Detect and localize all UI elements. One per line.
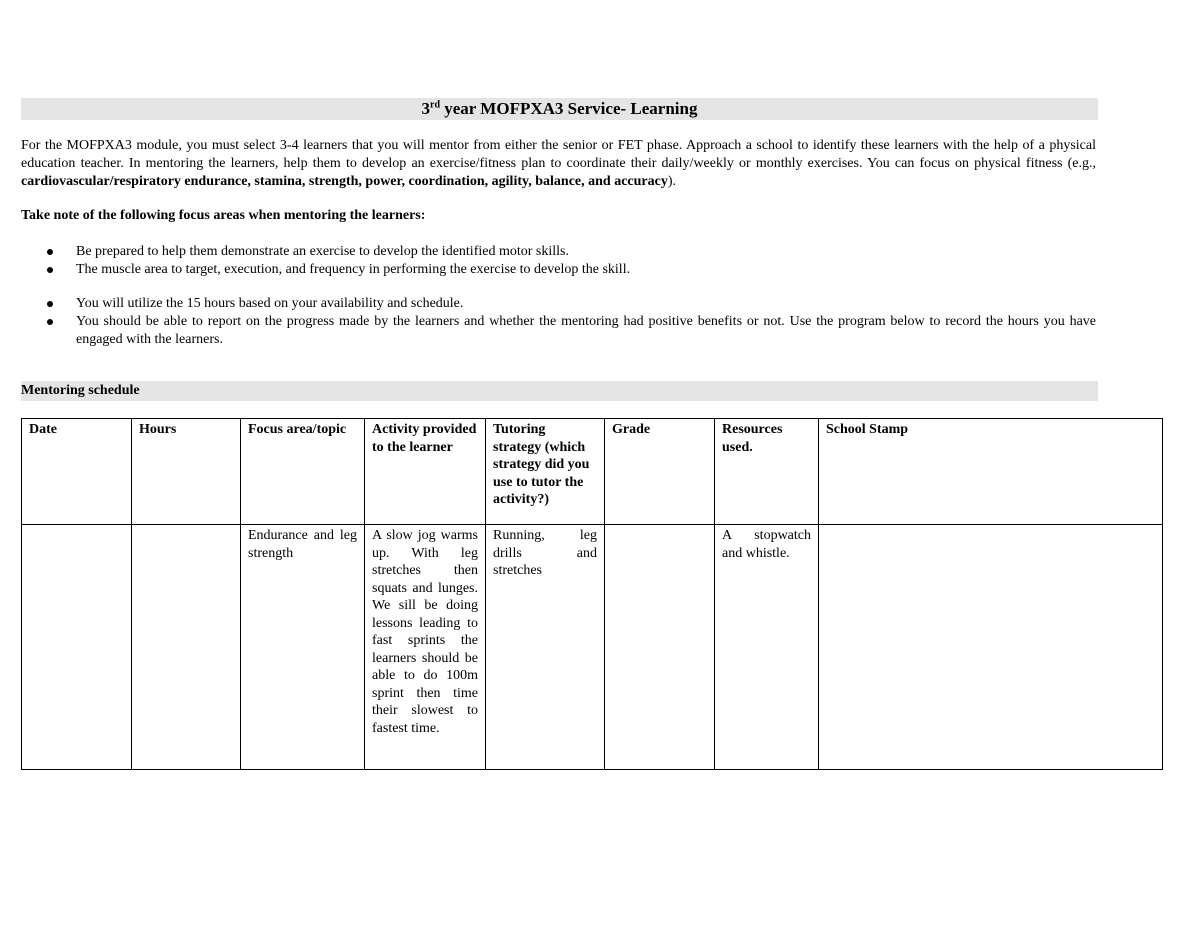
bullet-text: Be prepared to help them demonstrate an exercise to develop the identified motor skills. (76, 244, 569, 259)
list-item (21, 313, 1096, 349)
title-prefix: 3 (421, 99, 431, 118)
table-header-row (22, 419, 1163, 525)
intro-text-before: For the MOFPXA3 module, you must select 3-4 learners that you will mentor from either the senior or FET phase. Approach a school to identify these learners with the help of a physical education teacher. In mentoring the learners, help them to develop an exercise/fitness plan to coordinate their daily/weekly or monthly exercises. You can focus on physical fitness (e.g., (21, 138, 1096, 171)
list-item (21, 261, 1096, 279)
focus-areas-heading: Take note of the following focus areas when mentoring the learners: (21, 208, 426, 223)
bullet-icon (47, 267, 53, 273)
bullet-text: The muscle area to target, execution, and frequency in performing the exercise to develop the skill. (76, 262, 631, 277)
mentoring-schedule-table (21, 418, 1163, 770)
column-header-school-stamp: School Stamp (819, 419, 1163, 525)
title-superscript: rd (430, 99, 441, 111)
bullet-text: You should be able to report on the progress made by the learners and whether the mentoring had positive benefits or not. Use the program below to record the hours you have engaged with the learners. (76, 314, 1096, 347)
cell-grade[interactable] (605, 525, 715, 770)
cell-activity[interactable]: A slow jog warms up. With leg stretches then squats and lunges. We sill be doing lessons leading to fast sprints the learners should be able to do 100m sprint then time their slowest to fastest time. (365, 525, 486, 770)
column-header-focus-area: Focus area/topic (241, 419, 365, 525)
cell-focus-area[interactable]: Endurance and leg strength (241, 525, 365, 770)
intro-bold-text: cardiovascular/respiratory endurance, stamina, strength, power, coordination, agility, balance, and accuracy (21, 174, 668, 189)
bullet-list-hours (21, 295, 1096, 349)
intro-text-after: ). (667, 174, 677, 189)
cell-hours[interactable] (132, 525, 241, 770)
list-item (21, 295, 1096, 313)
cell-date[interactable] (22, 525, 132, 770)
title-text: year MOFPXA3 Service- Learning (440, 99, 698, 118)
column-header-date: Date (22, 419, 132, 525)
table-row (22, 525, 1163, 770)
column-header-hours: Hours (132, 419, 241, 525)
bullet-icon (47, 301, 53, 307)
column-header-grade: Grade (605, 419, 715, 525)
page-title (21, 98, 1098, 120)
cell-school-stamp[interactable] (819, 525, 1163, 770)
bullet-list-focus (21, 243, 1096, 279)
bullet-text: You will utilize the 15 hours based on your availability and schedule. (76, 296, 464, 311)
column-header-resources: Resources used. (715, 419, 819, 525)
bullet-icon (47, 249, 53, 255)
list-item (21, 243, 1096, 261)
column-header-tutoring-strategy: Tutoring strategy (which strategy did you use to tutor the activity?) (486, 419, 605, 525)
mentoring-schedule-heading: Mentoring schedule (21, 381, 1098, 401)
intro-paragraph (21, 137, 1096, 191)
bullet-icon (47, 319, 53, 325)
cell-tutoring-strategy[interactable]: Running, leg drills and stretches (486, 525, 605, 770)
column-header-activity: Activity provided to the learner (365, 419, 486, 525)
cell-resources[interactable]: A stopwatch and whistle. (715, 525, 819, 770)
